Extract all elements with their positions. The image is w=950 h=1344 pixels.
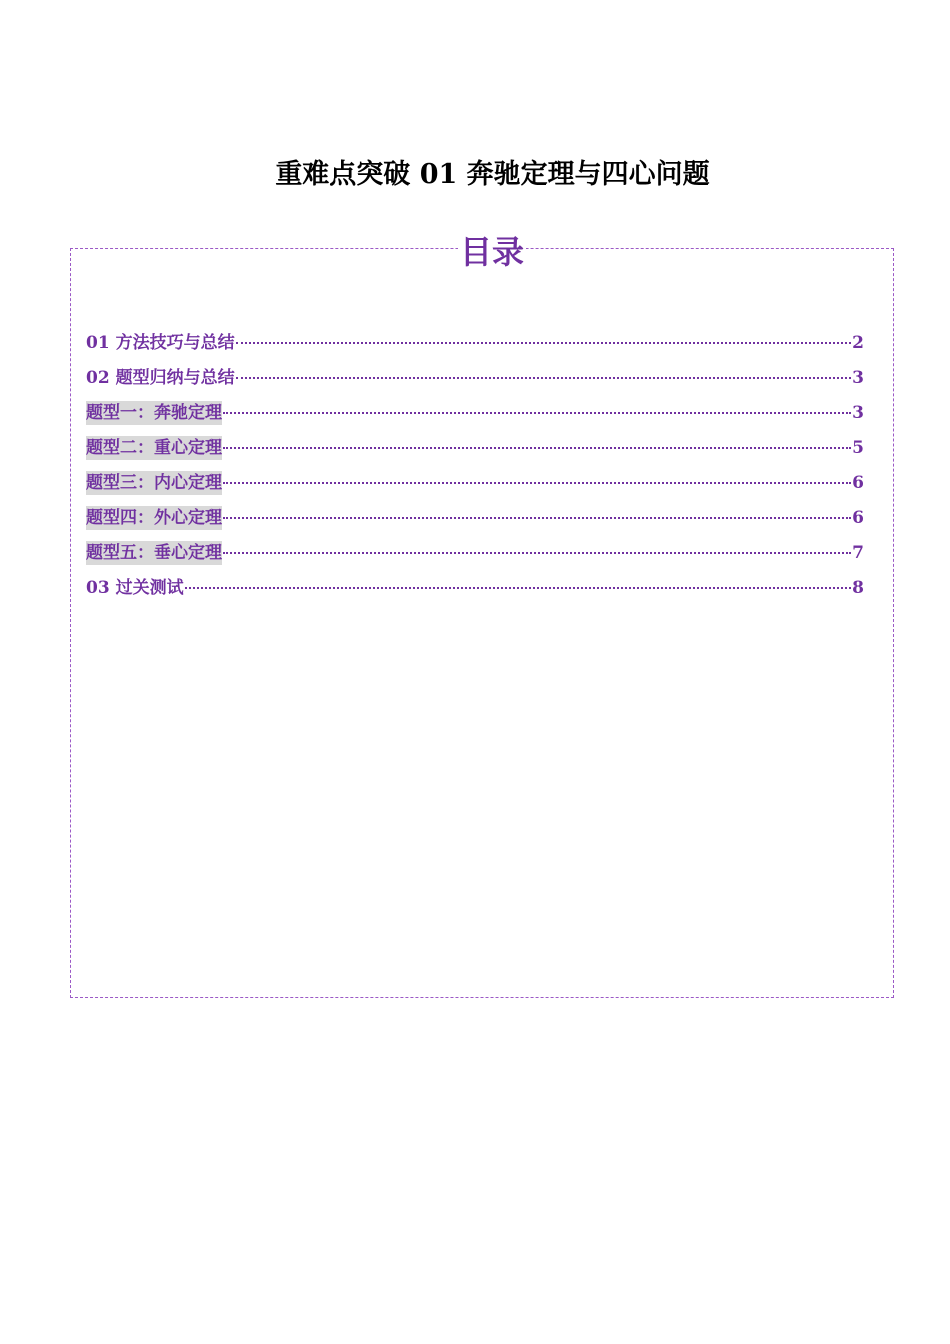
toc-entry-problem-types[interactable] [86, 366, 864, 401]
toc-entry-label: 题型五：垂心定理 [86, 543, 222, 563]
toc-entry-type-1[interactable] [86, 401, 864, 436]
toc-entry-methods[interactable] [86, 331, 864, 366]
toc-entry-label: 03 过关测试 [86, 578, 184, 598]
toc-entry-test[interactable] [86, 576, 864, 611]
toc-entry-page: 2 [852, 333, 864, 353]
toc-leader-dots [185, 587, 852, 589]
toc-heading-label: 目录 [459, 233, 524, 271]
toc-entry-label: 02 题型归纳与总结 [86, 368, 235, 388]
toc-leader-dots [236, 342, 852, 344]
page-title: 重难点突破 01 奔驰定理与四心问题 [275, 159, 710, 190]
toc-entry-label: 01 方法技巧与总结 [86, 333, 235, 353]
toc-entry-page: 3 [852, 403, 864, 423]
toc-entry-label: 题型四：外心定理 [86, 508, 222, 528]
toc-leader-dots [223, 482, 851, 484]
toc-entry-label: 题型一：奔驰定理 [86, 403, 222, 423]
toc-entry-page: 3 [852, 368, 864, 388]
toc-leader-dots [223, 552, 851, 554]
toc-entry-label: 题型二：重心定理 [86, 438, 222, 458]
toc-leader-dots [223, 517, 851, 519]
toc-heading [0, 232, 950, 272]
toc-entry-page: 8 [852, 578, 864, 598]
toc-list [86, 331, 864, 611]
toc-entry-type-4[interactable] [86, 506, 864, 541]
toc-entry-page: 6 [852, 508, 864, 528]
toc-entry-page: 6 [852, 473, 864, 493]
toc-entry-label: 题型三：内心定理 [86, 473, 222, 493]
toc-entry-type-2[interactable] [86, 436, 864, 471]
toc-leader-dots [223, 412, 851, 414]
toc-leader-dots [223, 447, 851, 449]
toc-entry-page: 5 [852, 438, 864, 458]
toc-entry-type-3[interactable] [86, 471, 864, 506]
toc-entry-type-5[interactable] [86, 541, 864, 576]
toc-leader-dots [236, 377, 852, 379]
toc-entry-page: 7 [852, 543, 864, 563]
